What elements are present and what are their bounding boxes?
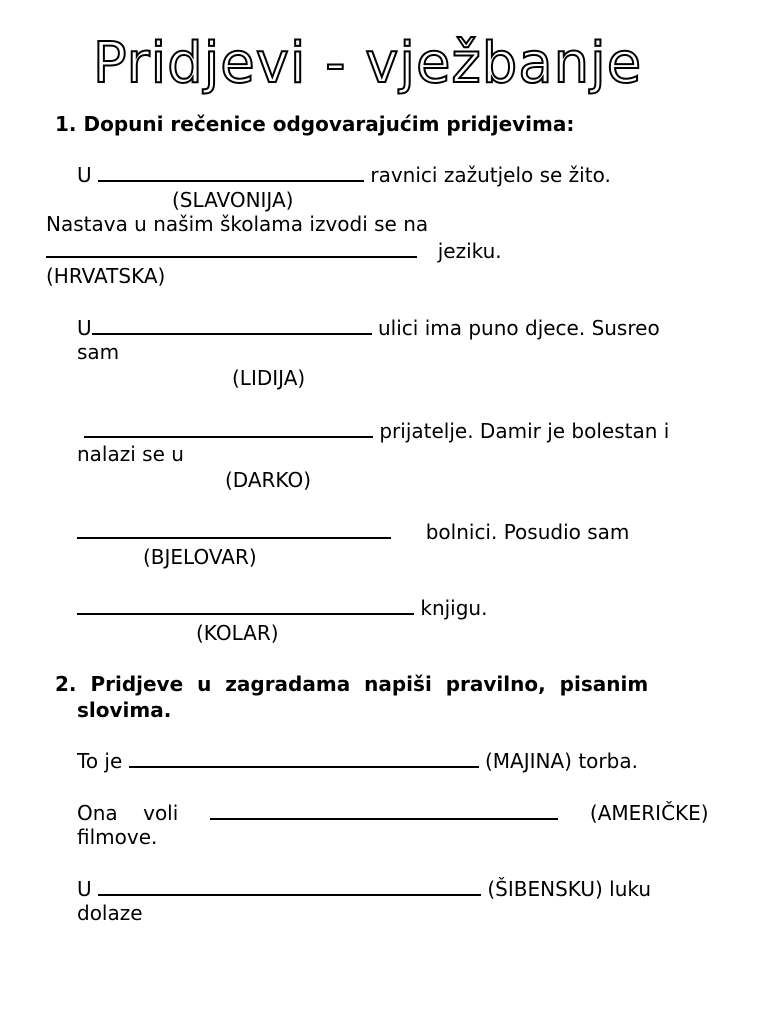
answer-blank-8[interactable] [210, 800, 558, 820]
answer-blank-4[interactable] [84, 418, 373, 438]
sentence-text: bolnici. Posudio sam [425, 520, 630, 544]
sentence-text: ulici ima puno djece. Susreo [378, 316, 660, 340]
task2-sentence2 [77, 800, 709, 825]
sentence-text: (ŠIBENSKU) luku [487, 877, 652, 901]
hint-slavonija: (SLAVONIJA) [172, 188, 294, 212]
task1-heading: 1. Dopuni rečenice odgovarajućim pridjevima: [55, 112, 575, 136]
sentence-text: (MAJINA) torba. [485, 749, 638, 773]
task1-sentence3-wrap: sam [77, 340, 120, 364]
task1-sentence1 [77, 162, 611, 187]
hint-lidija: (LIDIJA) [232, 366, 306, 390]
answer-blank-9[interactable] [98, 876, 481, 896]
sentence-text: prijatelje. Damir je bolestan i [379, 419, 670, 443]
hint-bjelovar: (BJELOVAR) [143, 545, 257, 569]
hint-kolar: (KOLAR) [196, 621, 279, 645]
task1-sentence4 [84, 418, 669, 443]
sentence-text: U [77, 877, 92, 901]
answer-blank-5[interactable] [77, 519, 391, 539]
sentence-text: U [77, 316, 92, 340]
page-title: Pridjevi - vježbanje [92, 31, 643, 96]
task1-sentence6 [77, 595, 487, 620]
answer-blank-6[interactable] [77, 595, 414, 615]
task2-sentence1 [77, 748, 638, 773]
task2-sentence3-wrap: dolaze [77, 901, 143, 925]
hint-darko: (DARKO) [225, 468, 311, 492]
sentence-text: jeziku. [437, 239, 502, 263]
task2-heading-line2: slovima. [77, 698, 172, 722]
task1-sentence5 [77, 519, 629, 544]
task1-sentence2-line1: Nastava u našim školama izvodi se na [46, 212, 429, 236]
answer-blank-2[interactable] [46, 238, 417, 258]
hint-hrvatska: (HRVATSKA) [46, 264, 166, 288]
task2-sentence3 [77, 876, 651, 901]
task1-sentence4-wrap: nalazi se u [77, 442, 184, 466]
sentence-text: U [77, 163, 92, 187]
sentence-text: knjigu. [420, 596, 488, 620]
sentence-text: ravnici zažutjelo se žito. [370, 163, 611, 187]
sentence-text: To je [77, 749, 123, 773]
sentence-text: (AMERIČKE) [589, 801, 709, 825]
task1-sentence2-line2 [46, 238, 502, 263]
task2-sentence2-wrap: filmove. [77, 825, 158, 849]
task1-sentence3 [77, 315, 660, 340]
answer-blank-7[interactable] [129, 748, 479, 768]
answer-blank-3[interactable] [92, 315, 372, 335]
sentence-text: Ona voli [77, 801, 179, 825]
task2-heading-line1: 2. Pridjeve u zagradama napiši pravilno, pisanim [55, 672, 649, 696]
answer-blank-1[interactable] [98, 162, 364, 182]
